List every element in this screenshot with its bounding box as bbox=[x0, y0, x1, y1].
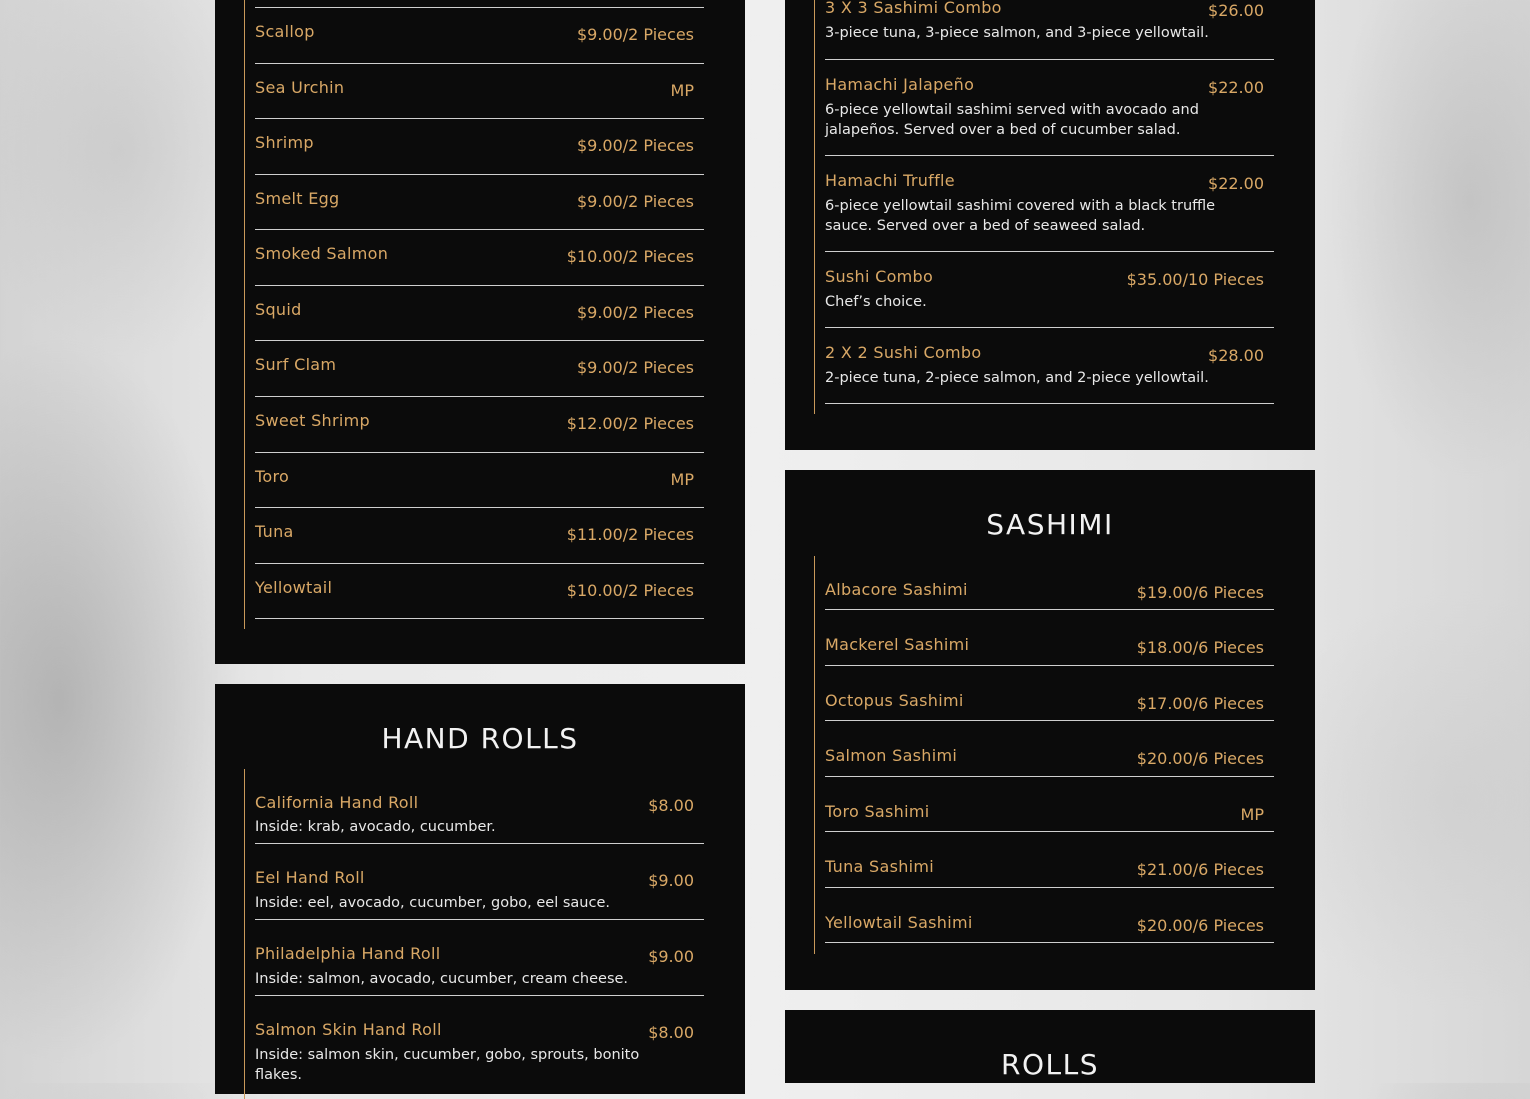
item-description: 2-piece tuna, 2-piece salmon, and 2-piece yellowtail. bbox=[825, 370, 1209, 386]
item-description: 6-piece yellowtail sashimi covered with a black truffle sauce. Served over a bed of seaweed salad. bbox=[825, 198, 1216, 234]
item-price: $17.00/6 Pieces bbox=[1136, 694, 1264, 713]
item-price: $8.00 bbox=[648, 1023, 694, 1042]
menu-item bbox=[255, 22, 704, 64]
menu-item bbox=[825, 343, 1274, 404]
nigiri-panel bbox=[215, 0, 745, 664]
item-price: $20.00/6 Pieces bbox=[1136, 749, 1264, 768]
item-name: Smoked Salmon bbox=[255, 244, 389, 263]
menu-item bbox=[255, 411, 704, 453]
menu-item bbox=[825, 913, 1274, 943]
menu-item bbox=[825, 746, 1274, 777]
menu-item bbox=[255, 578, 704, 619]
item-name: Hamachi Jalapeño bbox=[825, 75, 975, 94]
item-description: Inside: krab, avocado, cucumber. bbox=[255, 819, 496, 835]
divider bbox=[255, 7, 704, 8]
section-title: SASHIMI bbox=[986, 508, 1114, 541]
menu-item bbox=[255, 522, 704, 564]
nigiri-list bbox=[244, 0, 715, 629]
item-name: Scallop bbox=[255, 22, 315, 41]
item-name: Albacore Sashimi bbox=[825, 580, 968, 599]
menu-item bbox=[825, 171, 1274, 252]
item-name: Sweet Shrimp bbox=[255, 411, 370, 430]
item-price: $22.00 bbox=[1208, 174, 1264, 193]
item-name: Philadelphia Hand Roll bbox=[255, 944, 441, 963]
combos-panel bbox=[785, 0, 1315, 450]
hand-rolls-list bbox=[244, 769, 715, 1099]
menu-item bbox=[255, 793, 704, 844]
item-name: Toro Sashimi bbox=[825, 802, 930, 821]
item-price: MP bbox=[670, 470, 694, 489]
item-price: $20.00/6 Pieces bbox=[1136, 916, 1264, 935]
item-description: Inside: eel, avocado, cucumber, gobo, eel sauce. bbox=[255, 895, 610, 911]
item-name: Smelt Egg bbox=[255, 189, 340, 208]
item-description: Chef’s choice. bbox=[825, 294, 927, 310]
menu-item bbox=[825, 0, 1274, 60]
item-price: $12.00/2 Pieces bbox=[566, 414, 694, 433]
menu-item bbox=[825, 267, 1274, 328]
item-name: Hamachi Truffle bbox=[825, 171, 955, 190]
item-name: Yellowtail Sashimi bbox=[825, 913, 973, 932]
item-price: $9.00/2 Pieces bbox=[576, 136, 694, 155]
sashimi-list bbox=[814, 556, 1285, 954]
combos-list bbox=[814, 0, 1285, 414]
item-price: $22.00 bbox=[1208, 78, 1264, 97]
item-price: $10.00/2 Pieces bbox=[566, 581, 694, 600]
menu-item bbox=[255, 78, 704, 119]
item-price: $9.00/2 Pieces bbox=[576, 358, 694, 377]
item-name: Octopus Sashimi bbox=[825, 691, 964, 710]
menu-item bbox=[255, 244, 704, 286]
item-name: Mackerel Sashimi bbox=[825, 635, 970, 654]
item-price: $21.00/6 Pieces bbox=[1136, 860, 1264, 879]
item-name: Toro bbox=[255, 467, 290, 486]
item-price: $26.00 bbox=[1208, 1, 1264, 20]
item-price: MP bbox=[670, 81, 694, 100]
sashimi-panel bbox=[785, 470, 1315, 990]
item-name: Yellowtail bbox=[255, 578, 333, 597]
item-price: $11.00/2 Pieces bbox=[566, 525, 694, 544]
hand-rolls-panel bbox=[215, 684, 745, 1094]
item-name: 2 X 2 Sushi Combo bbox=[825, 343, 982, 362]
menu-item bbox=[825, 635, 1274, 666]
menu-item bbox=[255, 133, 704, 175]
item-name: Surf Clam bbox=[255, 355, 337, 374]
item-price: $28.00 bbox=[1208, 346, 1264, 365]
menu-item bbox=[255, 868, 704, 920]
menu-item bbox=[825, 857, 1274, 888]
menu-item bbox=[255, 355, 704, 397]
item-price: $9.00/2 Pieces bbox=[576, 303, 694, 322]
menu-item bbox=[255, 189, 704, 230]
item-name: Eel Hand Roll bbox=[255, 868, 365, 887]
section-title: ROLLS bbox=[1001, 1048, 1099, 1081]
item-name: 3 X 3 Sashimi Combo bbox=[825, 0, 1002, 17]
item-name: Sushi Combo bbox=[825, 267, 934, 286]
item-name: Tuna Sashimi bbox=[825, 857, 935, 876]
menu-item bbox=[825, 75, 1274, 156]
item-price: $8.00 bbox=[648, 796, 694, 815]
item-description: 6-piece yellowtail sashimi served with avocado and jalapeños. Served over a bed of cucumber salad. bbox=[825, 102, 1199, 138]
item-price: $10.00/2 Pieces bbox=[566, 247, 694, 266]
menu-item bbox=[825, 691, 1274, 721]
item-price: $9.00/2 Pieces bbox=[576, 192, 694, 211]
item-description: Inside: salmon, avocado, cucumber, cream cheese. bbox=[255, 971, 629, 987]
menu-item bbox=[825, 580, 1274, 610]
item-description: Inside: salmon skin, cucumber, gobo, sprouts, bonito flakes. bbox=[255, 1047, 640, 1083]
section-title: HAND ROLLS bbox=[381, 722, 579, 755]
item-name: Tuna bbox=[255, 522, 294, 541]
menu-item bbox=[255, 944, 704, 996]
item-name: Salmon Skin Hand Roll bbox=[255, 1020, 442, 1039]
item-price: $9.00/2 Pieces bbox=[576, 25, 694, 44]
menu-item bbox=[255, 1020, 704, 1090]
item-name: California Hand Roll bbox=[255, 793, 419, 812]
menu-item bbox=[255, 300, 704, 341]
item-price: $18.00/6 Pieces bbox=[1136, 638, 1264, 657]
item-name: Shrimp bbox=[255, 133, 314, 152]
item-name: Salmon Sashimi bbox=[825, 746, 958, 765]
item-name: Sea Urchin bbox=[255, 78, 345, 97]
item-description: 3-piece tuna, 3-piece salmon, and 3-piece yellowtail. bbox=[825, 25, 1209, 41]
item-price: $9.00 bbox=[648, 871, 694, 890]
menu-item bbox=[825, 802, 1274, 832]
item-price: $9.00 bbox=[648, 947, 694, 966]
item-price: MP bbox=[1240, 805, 1264, 824]
menu-item bbox=[255, 467, 704, 508]
item-price: $35.00/10 Pieces bbox=[1126, 270, 1264, 289]
item-name: Squid bbox=[255, 300, 302, 319]
rolls-panel bbox=[785, 1010, 1315, 1083]
item-price: $19.00/6 Pieces bbox=[1136, 583, 1264, 602]
